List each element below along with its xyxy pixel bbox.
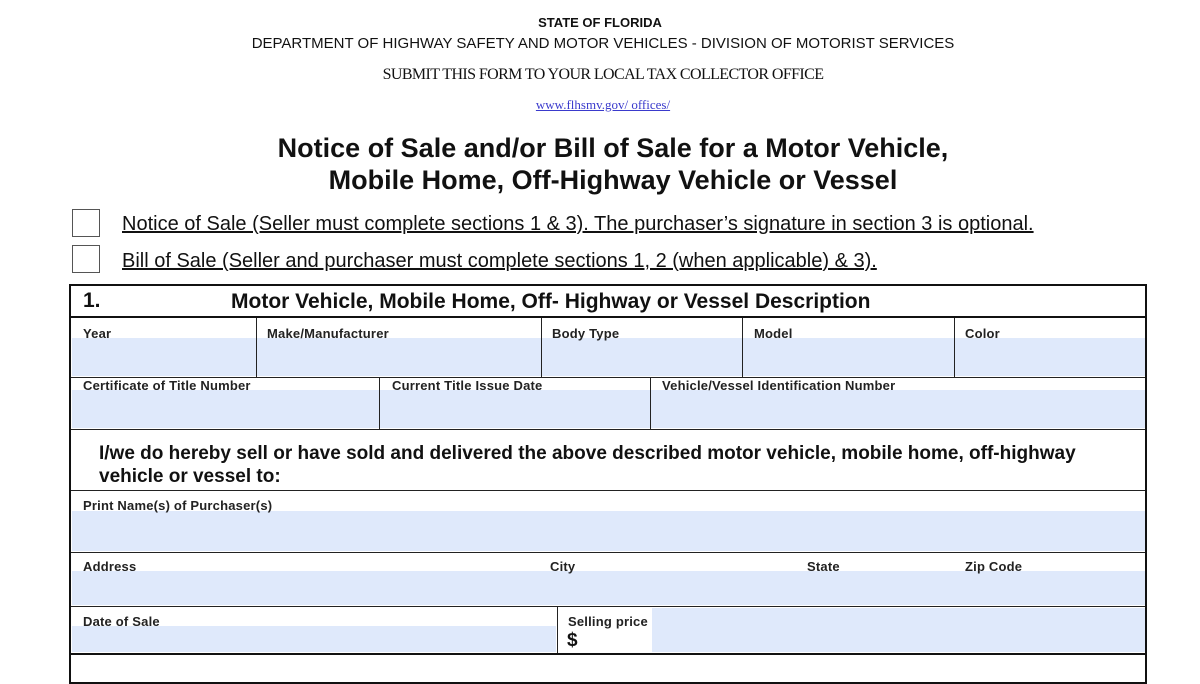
bill-of-sale-label: Bill of Sale (Seller and purchaser must complete sections 1, 2 (when applicable) & 3).: [122, 250, 877, 272]
divider: [256, 318, 257, 378]
year-field[interactable]: [72, 338, 256, 376]
section-number: 1.: [83, 289, 101, 312]
header-submit-instruction: SUBMIT THIS FORM TO YOUR LOCAL TAX COLLECTOR OFFICE: [382, 66, 824, 83]
form-title: [0, 132, 1200, 196]
divider: [557, 606, 558, 654]
vin-label: Vehicle/Vessel Identification Number: [662, 378, 896, 393]
title-number-field[interactable]: [72, 390, 379, 428]
purchaser-name-label: Print Name(s) of Purchaser(s): [83, 498, 273, 513]
divider: [71, 490, 1145, 491]
divider: [71, 552, 1145, 553]
make-label: Make/Manufacturer: [267, 326, 389, 341]
body-type-label: Body Type: [552, 326, 620, 341]
title-issue-date-field[interactable]: [380, 390, 650, 428]
model-label: Model: [754, 326, 793, 341]
form-title-line2: Mobile Home, Off-Highway Vehicle or Vessel: [328, 165, 898, 195]
vin-field[interactable]: [651, 390, 1145, 428]
notice-of-sale-label: Notice of Sale (Seller must complete sections 1 & 3). The purchaser’s signature in section 3 is optional.: [122, 213, 1034, 235]
currency-symbol: $: [567, 630, 578, 651]
date-of-sale-label: Date of Sale: [83, 614, 160, 629]
divider: [71, 606, 1145, 607]
divider: [379, 377, 380, 430]
address-label: Address: [83, 559, 137, 574]
divider: [71, 653, 1145, 655]
color-label: Color: [965, 326, 1000, 341]
offices-link[interactable]: www.flhsmv.gov/ offices/: [535, 97, 671, 112]
selling-price-field[interactable]: [652, 608, 1145, 652]
section-title: Motor Vehicle, Mobile Home, Off- Highway or Vessel Description: [231, 290, 871, 313]
zip-label: Zip Code: [965, 559, 1023, 574]
address-field[interactable]: [72, 571, 1145, 605]
city-label: City: [550, 559, 576, 574]
header-state: STATE OF FLORIDA: [538, 15, 662, 30]
purchaser-name-field[interactable]: [72, 511, 1145, 551]
color-field[interactable]: [955, 338, 1145, 376]
sale-statement: I/we do hereby sell or have sold and delivered the above described motor vehicle, mobile home, off-highway vehicle or vessel to:: [99, 443, 1076, 487]
model-field[interactable]: [743, 338, 954, 376]
title-number-label: Certificate of Title Number: [83, 378, 251, 393]
title-issue-date-label: Current Title Issue Date: [392, 378, 543, 393]
year-label: Year: [83, 326, 112, 341]
selling-price-label: Selling price: [568, 614, 648, 629]
divider: [541, 318, 542, 378]
header-department: DEPARTMENT OF HIGHWAY SAFETY AND MOTOR VEHICLES - DIVISION OF MOTORIST SERVICES: [251, 35, 955, 52]
divider: [650, 377, 651, 430]
state-label: State: [807, 559, 840, 574]
form-title-line1: Notice of Sale and/or Bill of Sale for a Motor Vehicle,: [277, 133, 949, 163]
section-1-header: [71, 286, 1145, 318]
section-1-form: [69, 284, 1147, 684]
body-type-field[interactable]: [542, 338, 742, 376]
divider: [71, 429, 1145, 430]
make-field[interactable]: [257, 338, 541, 376]
bill-of-sale-checkbox[interactable]: [72, 245, 100, 273]
notice-of-sale-checkbox[interactable]: [72, 209, 100, 237]
divider: [954, 318, 955, 378]
divider: [742, 318, 743, 378]
date-of-sale-field[interactable]: [72, 626, 556, 652]
